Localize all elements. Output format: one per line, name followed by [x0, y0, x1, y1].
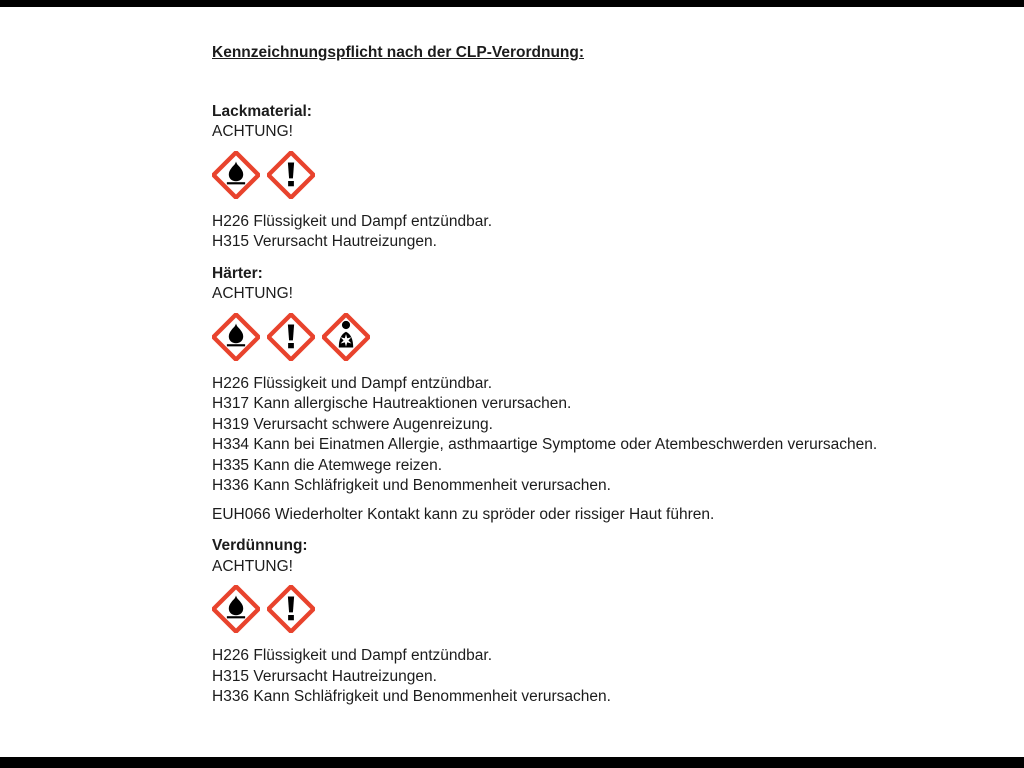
flame-icon — [212, 585, 260, 633]
letterbox-bottom — [0, 757, 1024, 768]
exclamation-icon — [267, 585, 315, 633]
flame-icon — [212, 151, 260, 199]
signal-word: ACHTUNG! — [212, 285, 293, 302]
page-title: Kennzeichnungspflicht nach der CLP-Verordnung: — [212, 44, 585, 61]
hazard-statement: H335 Kann die Atemwege reizen. — [212, 456, 443, 474]
exclamation-icon — [267, 313, 315, 361]
hazard-statement: H226 Flüssigkeit und Dampf entzündbar. — [212, 647, 493, 664]
pictogram-row — [212, 313, 992, 361]
signal-word: ACHTUNG! — [212, 557, 293, 575]
exclamation-icon — [267, 151, 315, 199]
section-haerter — [212, 264, 992, 526]
section-heading: Lackmaterial: — [212, 102, 312, 120]
hazard-statement: H226 Flüssigkeit und Dampf entzündbar. — [212, 374, 493, 392]
hazard-statement: H226 Flüssigkeit und Dampf entzündbar. — [212, 212, 493, 230]
hazard-statement: H315 Verursacht Hautreizungen. — [212, 233, 437, 250]
flame-icon — [212, 313, 260, 361]
section-verduennung — [212, 536, 992, 708]
pictogram-row — [212, 585, 992, 633]
section-heading: Verdünnung: — [212, 537, 308, 554]
letterbox-top — [0, 0, 1024, 7]
hazard-statement: H315 Verursacht Hautreizungen. — [212, 667, 437, 685]
hazard-statement: H336 Kann Schläfrigkeit und Benommenheit verursachen. — [212, 477, 611, 494]
pictogram-row — [212, 151, 992, 199]
hazard-statement: H317 Kann allergische Hautreaktionen verursachen. — [212, 395, 572, 412]
document-page — [212, 43, 992, 719]
hazard-statement: H336 Kann Schläfrigkeit und Benommenheit verursachen. — [212, 688, 611, 705]
hazard-statement: H319 Verursacht schwere Augenreizung. — [212, 415, 493, 433]
signal-word: ACHTUNG! — [212, 123, 293, 140]
health-hazard-icon — [322, 313, 370, 361]
hazard-statement: H334 Kann bei Einatmen Allergie, asthmaartige Symptome oder Atembeschwerden verursachen. — [212, 436, 878, 453]
section-heading: Härter: — [212, 264, 263, 282]
section-lackmaterial — [212, 102, 992, 253]
supplemental-statement: EUH066 Wiederholter Kontakt kann zu spröder oder rissiger Haut führen. — [212, 505, 715, 523]
